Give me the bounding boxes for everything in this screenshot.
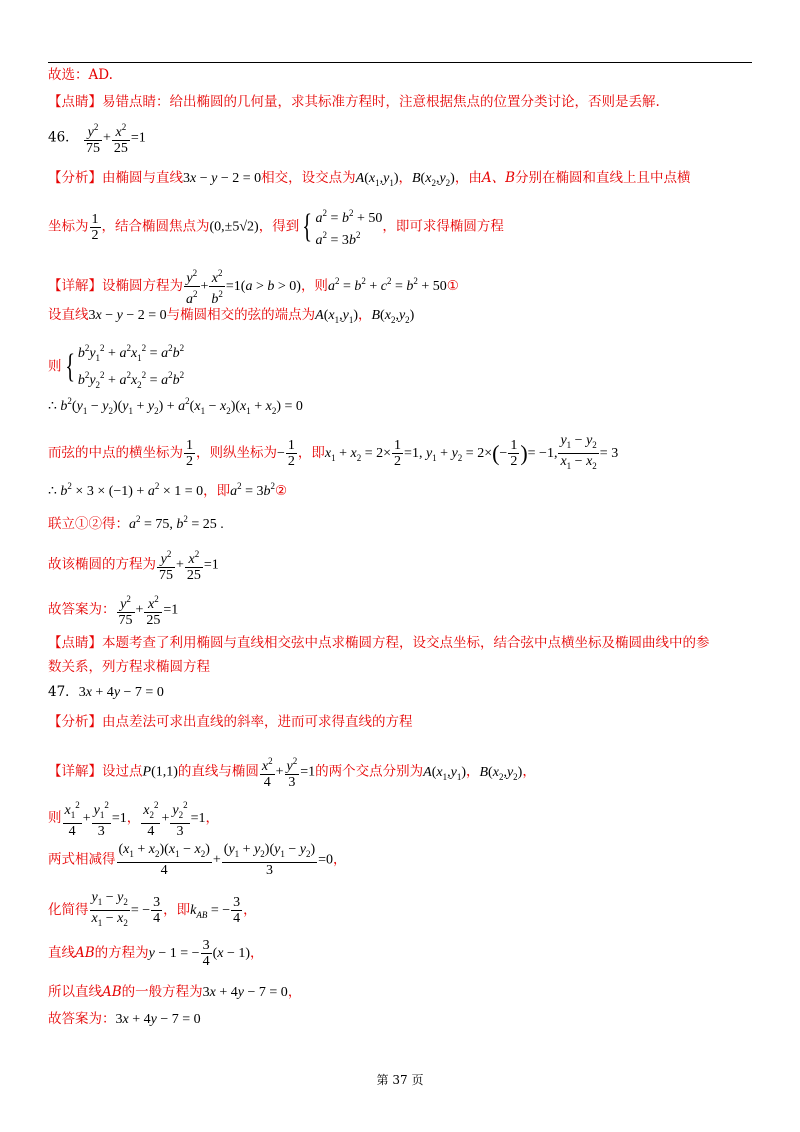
- q46-detail-line4: ∴ $b^2(y_1 - y_2)(y_1 + y_2) + a^2(x_1 - x_2)(x_1 + x_2) = 0$: [48, 396, 303, 416]
- q47-detail-line3: 两式相减得 $\frac{(x_1 + x_2)(x_1 - x_2)}{4}$ + $\frac{(y_1 + y_2)(y_1 - y_2)}{3}$ =0，: [48, 842, 347, 878]
- pitfall-note-line: 【点睛】易错点睛：给出椭圆的几何量，求其标准方程时，注意根据焦点的位置分类讨论，否则是丢解.: [48, 94, 660, 110]
- q47-detail-line1: 【详解】设过点P(1,1)的直线与椭圆 $\frac{x^2}{4}$ + $\frac{y^2}{3}$ =1的两个交点分别为$A(x_1,y_1)$，$B(x_2,y_2)$，: [48, 756, 536, 790]
- q46-analysis-line2: 坐标为 $\frac{1}{2}$ ，结合椭圆焦点为(0,±5√2)，得到{ $a^2 = b^2 + 50$ $a^2 = 3b^2$，即可求得椭圆方程: [48, 208, 504, 248]
- q46-keypoint-line1: 【点睛】本题考查了利用椭圆与直线相交弦中点求椭圆方程，设交点坐标，结合弦中点横坐标及椭圆曲线中的参: [48, 635, 710, 651]
- q46-keypoint-line2: 数关系，列方程求椭圆方程: [48, 659, 210, 675]
- q47-detail-line2: 则 $\frac{x_1^2}{4}$ + $\frac{y_1^2}{3}$ =1， $\frac{x_2^2}{4}$ + $\frac{y_2^2}{3}$ =1，: [48, 800, 219, 839]
- q47-detail-line5: 直线AB的方程为y − 1 = − $\frac{3}{4}$ (x − 1)，: [48, 938, 264, 969]
- q46-detail-line1: 【详解】设椭圆方程为 $\frac{y^2}{a^2}$ + $\frac{x^2}{b^2}$ =1(a > b > 0)，则$a^2 = b^2 + c^2 = b^2$ + 50①: [48, 268, 459, 307]
- q46-detail-line3: 则{ $b^2y_1^2 + a^2x_1^2 = a^2b^2$ $b^2y_2^2 + a^2x_2^2 = a^2b^2$: [48, 343, 185, 390]
- q46-analysis-line1: 【分析】由椭圆与直线3x − y − 2 = 0相交，设交点为$A(x_1,y_1)$，$B(x_2,y_2)$，由A、B分别在椭圆和直线上且中点横: [48, 170, 691, 188]
- q46-detail-line2: 设直线3x − y − 2 = 0与椭圆相交的弦的端点为$A(x_1,y_1)$，$B(x_2,y_2)$: [48, 307, 415, 325]
- q46-detail-line8: 故该椭圆的方程为 $\frac{y^2}{75}$ + $\frac{x^2}{25}$ =1: [48, 549, 219, 583]
- q47-detail-line4: 化简得 $\frac{y_1 - y_2}{x_1 - x_2}$ = − $\frac{3}{4}$ ，即$k_{AB}$ = − $\frac{3}{4}$ ，: [48, 890, 257, 928]
- q47-analysis: 【分析】由点差法可求出直线的斜率，进而可求得直线的方程: [48, 714, 413, 730]
- q46-detail-line5: 而弦的中点的横坐标为 $\frac{1}{2}$ ，则纵坐标为− $\frac{1}{2}$ ，即$x_1 + x_2 = 2\times$ $\frac{1}{2}$ =1, $y_1 + y_2 = 2\times(-$ $\frac{1}{2}$ )= −1, $\frac{y_1 - y_2}{x_1 - x_2}$ = 3: [48, 433, 619, 471]
- q47-answer: 47．3x + 4y − 7 = 0: [48, 684, 164, 700]
- q46-detail-line7: 联立①②得：$a^2 = 75$, $b^2 = 25$ .: [48, 514, 224, 532]
- q46-answer: 46． $\frac{y^2}{75}$ + $\frac{x^2}{25}$ =1: [48, 122, 146, 156]
- page-number: 第 37 页: [376, 1073, 424, 1087]
- q47-detail-line6: 所以直线AB的一般方程为3x + 4y − 7 = 0，: [48, 984, 302, 1000]
- q46-detail-line9: 故答案为： $\frac{y^2}{75}$ + $\frac{x^2}{25}$ =1: [48, 594, 179, 628]
- top-rule: [48, 62, 752, 63]
- q46-detail-line6: ∴ $b^2 \times 3 \times (-1) + a^2 \times 1 = 0$，即$a^2$ = $3b^2②$: [48, 481, 288, 499]
- answer-choice-line: 故选：AD.: [48, 67, 113, 83]
- q47-detail-line7: 故答案为：3x + 4y − 7 = 0: [48, 1011, 201, 1027]
